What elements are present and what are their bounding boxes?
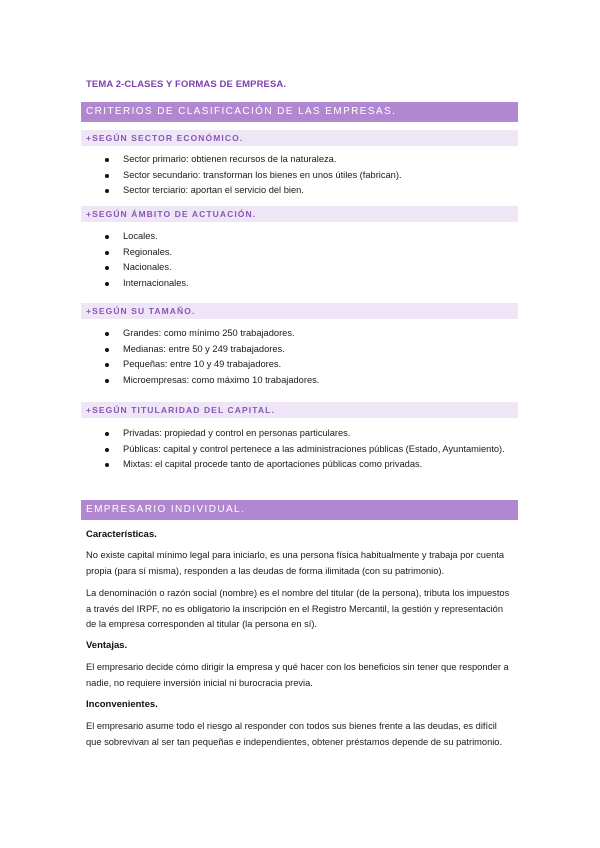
bullet-icon [105,235,109,239]
list-item: Sector terciario: aportan el servicio del bien. [81,183,518,199]
document-title: TEMA 2-CLASES Y FORMAS DE EMPRESA. [86,79,287,90]
bullet-icon [105,348,109,352]
bullet-icon [105,189,109,193]
paragraph-ventajas: El empresario decide cómo dirigir la empresa y qué hacer con los beneficios sin tener que responder a nadie, no requiere inversión inicial ni burocracia previa. [86,662,509,688]
bullet-icon [105,251,109,255]
bullet-icon [105,463,109,467]
subsection-tamano: +SEGÚN SU TAMAÑO. [81,303,518,319]
bullet-icon [105,282,109,286]
paragraph-caracteristicas-1: No existe capital mínimo legal para iniciarlo, es una persona física habitualmente y trabaja por cuenta propia (para sí misma), responden a las deudas de forma ilimitada (con su patrimonio). [86,550,505,576]
list-titularidad [81,426,518,473]
section-band-criterios: CRITERIOS DE CLASIFICACIÓN DE LAS EMPRESAS. [81,102,518,122]
subsection-titularidad: +SEGÚN TITULARIDAD DEL CAPITAL. [81,402,518,418]
bullet-icon [105,332,109,336]
list-item: Locales. [81,229,518,245]
subsection-sector: +SEGÚN SECTOR ECONÓMICO. [81,130,518,146]
list-item: Mixtas: el capital procede tanto de aportaciones públicas como privadas. [81,457,518,473]
list-item: Internacionales. [81,276,518,292]
list-item: Microempresas: como máximo 10 trabajadores. [81,373,518,389]
subsection-ambito: +SEGÚN ÁMBITO DE ACTUACIÓN. [81,206,518,222]
bullet-icon [105,379,109,383]
bullet-icon [105,158,109,162]
list-tamano [81,326,518,388]
list-item: Nacionales. [81,260,518,276]
bullet-icon [105,174,109,178]
list-item: Medianas: entre 50 y 249 trabajadores. [81,342,518,358]
section-band-empresario: EMPRESARIO INDIVIDUAL. [81,500,518,520]
list-item: Sector secundario: transforman los bienes en unos útiles (fabrican). [81,168,518,184]
list-item: Privadas: propiedad y control en personas particulares. [81,426,518,442]
bullet-icon [105,432,109,436]
paragraph-caracteristicas-2: La denominación o razón social (nombre) es el nombre del titular (de la persona), tributa los impuestos a través del IRPF, no es obligatorio la inscripción en el Registro Mercantil, la gestión y representación de la empresa corresponden al titular (la persona en sí). [86,588,510,629]
list-item: Regionales. [81,245,518,261]
list-item: Pequeñas: entre 10 y 49 trabajadores. [81,357,518,373]
paragraph-inconvenientes: El empresario asume todo el riesgo al responder con todos sus bienes frente a las deudas, es difícil que sobrevivan al ser tan pequeñas e independientes, obtener préstamos depende de su patrimonio. [86,721,503,747]
list-sector [81,152,518,199]
heading-ventajas: Ventajas. [86,640,128,651]
bullet-icon [105,363,109,367]
heading-inconvenientes: Inconvenientes. [86,699,158,710]
heading-caracteristicas: Características. [86,529,157,540]
list-item: Sector primario: obtienen recursos de la naturaleza. [81,152,518,168]
list-item: Públicas: capital y control pertenece a las administraciones públicas (Estado, Ayuntamiento). [81,442,518,458]
bullet-icon [105,266,109,270]
list-item: Grandes: como mínimo 250 trabajadores. [81,326,518,342]
bullet-icon [105,448,109,452]
list-ambito [81,229,518,291]
